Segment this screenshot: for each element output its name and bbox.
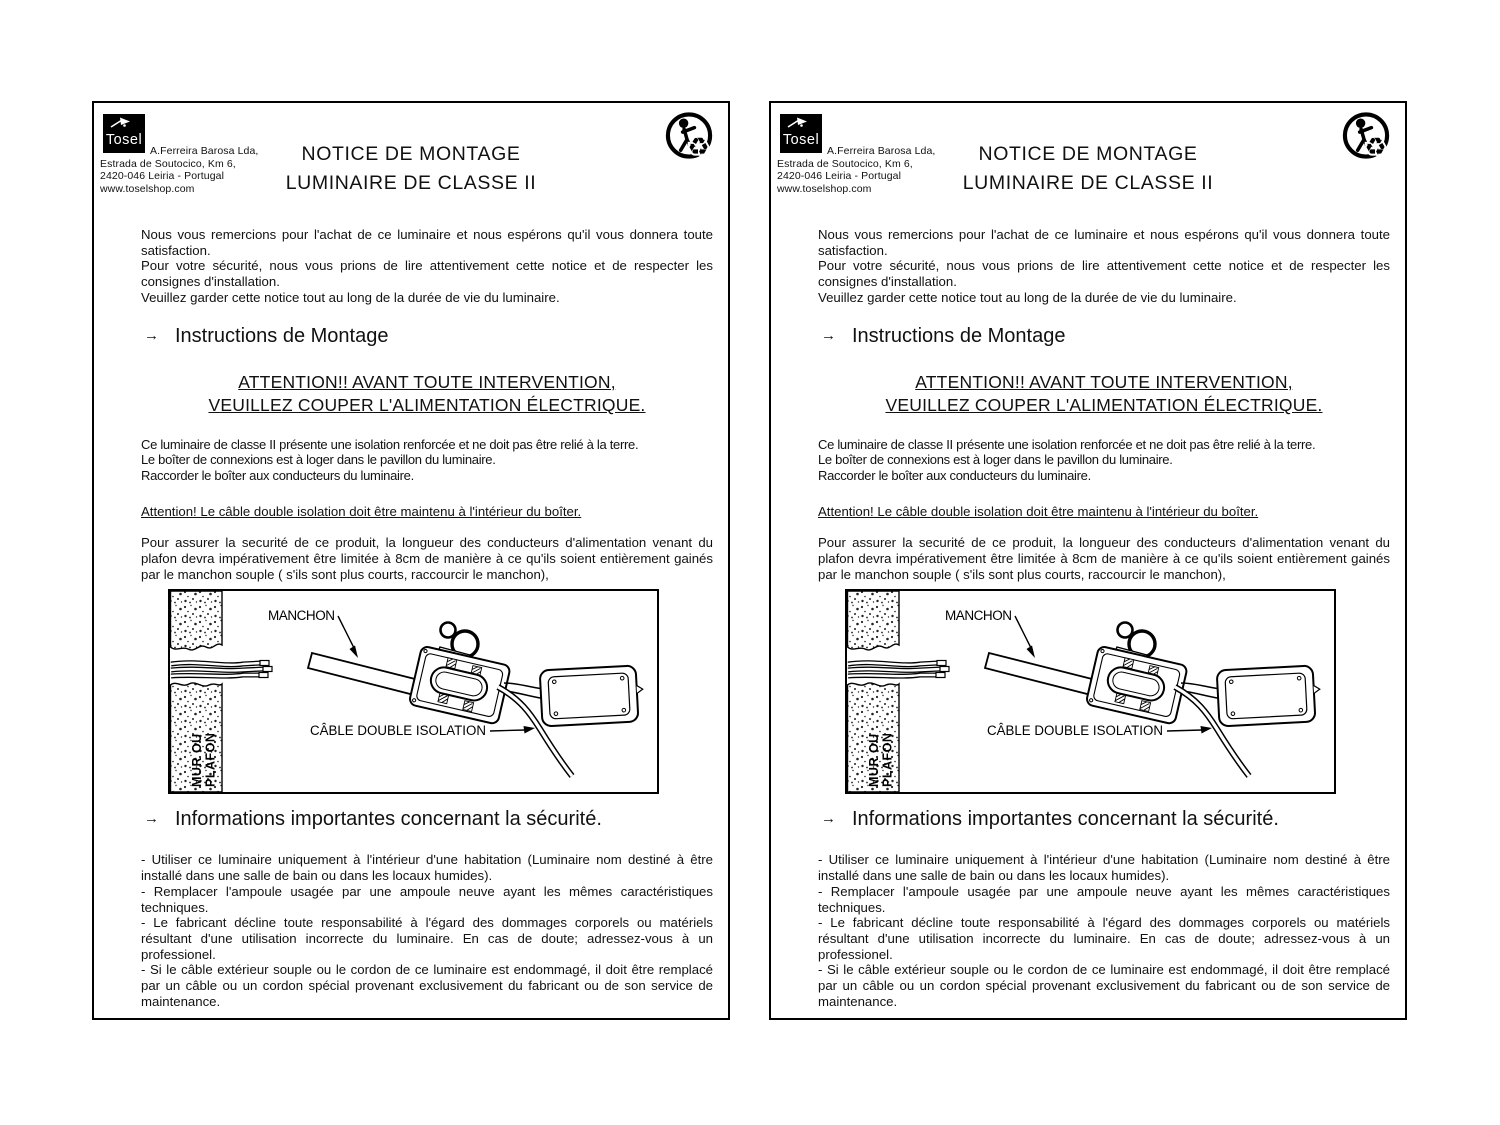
safety-item: - Si le câble extérieur souple ou le cordon de ce luminaire est endommagé, il doit être remplacé par un câble ou un cordon spécial provenant exclusivement du fabricant ou de son service de maintenance. — [141, 962, 713, 1009]
company-line: Estrada de Soutocico, Km 6, — [100, 157, 236, 170]
svg-text:MUR OU PLAFON: MUR OU PLAFON — [867, 733, 895, 788]
intro-block — [141, 227, 713, 306]
cable-warning: Attention! Le câble double isolation doit être maintenu à l'intérieur du boîter. — [141, 503, 582, 519]
cable-warning: Attention! Le câble double isolation doit être maintenu à l'intérieur du boîter. — [818, 503, 1259, 519]
wall-label — [867, 730, 895, 788]
title-line-1: NOTICE DE MONTAGE — [301, 143, 521, 165]
page-title — [154, 140, 668, 198]
safety-list — [141, 852, 713, 1009]
safety-item: - Remplacer l'ampoule usagée par une ampoule neuve ayant les mêmes caractéristiques techniques. — [141, 883, 713, 915]
intro-paragraph: Nous vous remercions pour l'achat de ce luminaire et nous espérons qu'il vous donnera toute satisfaction. — [141, 227, 713, 258]
triman-recycle-icon — [1341, 110, 1392, 161]
safety-item: - Remplacer l'ampoule usagée par une ampoule neuve ayant les mêmes caractéristiques techniques. — [818, 883, 1390, 915]
class2-note-line: Raccorder le boîter aux conducteurs du luminaire. — [141, 467, 414, 483]
sleeve-paragraph: Pour assurer la securité de ce produit, la longueur des conducteurs d'alimentation venant du plafon devra impérativement être limitée à 8cm de manière à ce qu'ils soient entièrement gainés par le manchon souple ( s'ils sont plus courts, raccourcir le manchon), — [818, 535, 1390, 582]
section-heading-securite — [821, 807, 1390, 833]
logo-text: Tosel — [105, 132, 143, 148]
safety-item: - Utiliser ce luminaire uniquement à l'intérieur d'une habitation (Luminaire nom destiné à être installé dans une salle de bain ou dans les locaux humides). — [141, 852, 713, 884]
company-line: 2420-046 Leiria - Portugal — [777, 170, 902, 182]
section-heading-montage — [144, 324, 713, 350]
class2-notes — [141, 437, 713, 484]
svg-text:MUR OU PLAFON: MUR OU PLAFON — [190, 733, 218, 788]
safety-item: - Le fabricant décline toute responsabilité à l'égard des dommages corporels ou matériels résultant d'une utilisation incorrecte du luminaire. En cas de doute; adressez-vous à un professionel. — [818, 915, 1390, 962]
manchon-label: MANCHON — [945, 608, 1012, 624]
page-content — [94, 227, 728, 1009]
section-heading-text: Instructions de Montage — [175, 324, 389, 347]
arrow-bullet-icon: → — [821, 810, 836, 828]
title-line-2: LUMINAIRE DE CLASSE II — [285, 172, 537, 194]
section-heading-text: Informations importantes concernant la sécurité. — [175, 808, 602, 831]
company-line: A.Ferreira Barosa Lda, — [827, 145, 936, 157]
warning-line-2: VEUILLEZ COUPER L'ALIMENTATION ÉLECTRIQUE. — [885, 395, 1323, 416]
warning-line-1: ATTENTION!! AVANT TOUTE INTERVENTION, — [238, 371, 616, 392]
company-line: Estrada de Soutocico, Km 6, — [777, 157, 913, 170]
intro-block — [818, 227, 1390, 306]
intro-paragraph: Pour votre sécurité, nous vous prions de lire attentivement cette notice et de respecter les consignes d'installation. — [818, 258, 1390, 290]
warning-line-2: VEUILLEZ COUPER L'ALIMENTATION ÉLECTRIQUE. — [208, 395, 646, 416]
warning-line-1: ATTENTION!! AVANT TOUTE INTERVENTION, — [915, 371, 1293, 392]
class2-note-line: Ce luminaire de classe II présente une isolation renforcée et ne doit pas être relié à la terre. — [141, 436, 639, 452]
supply-wires — [171, 661, 272, 678]
power-warning-heading — [818, 371, 1390, 418]
class2-note-line: Ce luminaire de classe II présente une isolation renforcée et ne doit pas être relié à la terre. — [818, 436, 1316, 452]
page-title — [831, 140, 1345, 198]
sleeve-paragraph: Pour assurer la securité de ce produit, la longueur des conducteurs d'alimentation venant du plafon devra impérativement être limitée à 8cm de manière à ce qu'ils soient entièrement gainés par le manchon souple ( s'ils sont plus courts, raccourcir le manchon), — [141, 535, 713, 582]
arrow-bullet-icon: → — [821, 326, 836, 344]
safety-item: - Le fabricant décline toute responsabilité à l'égard des dommages corporels ou matériels résultant d'une utilisation incorrecte du luminaire. En cas de doute; adressez-vous à un professionel. — [141, 915, 713, 962]
class2-note-line: Le boîter de connexions est à loger dans le pavillon du luminaire. — [818, 452, 1173, 468]
arrow-bullet-icon: → — [144, 326, 159, 344]
cable-label: CÂBLE DOUBLE ISOLATION — [310, 723, 486, 739]
recycle-arrows-icon: ♻ — [1364, 134, 1387, 161]
page-header — [94, 103, 728, 215]
assembly-diagram — [168, 589, 659, 794]
company-line: www.toselshop.com — [100, 182, 195, 195]
intro-paragraph: Veuillez garder cette notice tout au long de la durée de vie du luminaire. — [818, 289, 1237, 305]
arrow-bullet-icon: → — [144, 810, 159, 828]
manchon-label: MANCHON — [268, 608, 335, 624]
page-content — [771, 227, 1405, 1009]
class2-note-line: Le boîter de connexions est à loger dans le pavillon du luminaire. — [141, 452, 496, 468]
intro-paragraph: Nous vous remercions pour l'achat de ce luminaire et nous espérons qu'il vous donnera toute satisfaction. — [818, 227, 1390, 258]
notice-page-1 — [92, 101, 730, 1020]
safety-item: - Si le câble extérieur souple ou le cordon de ce luminaire est endommagé, il doit être remplacé par un câble ou un cordon spécial provenant exclusivement du fabricant ou de son service de maintenance. — [818, 962, 1390, 1009]
cover-box — [540, 666, 645, 727]
wall-label — [190, 730, 218, 788]
section-heading-text: Instructions de Montage — [852, 324, 1066, 347]
wall-hatch-top — [171, 591, 223, 650]
company-line: A.Ferreira Barosa Lda, — [150, 145, 259, 157]
section-heading-securite — [144, 807, 713, 833]
wall-hatch-top — [848, 591, 900, 650]
class2-notes — [818, 437, 1390, 484]
page-header — [771, 103, 1405, 215]
title-line-2: LUMINAIRE DE CLASSE II — [962, 172, 1214, 194]
company-line: 2420-046 Leiria - Portugal — [100, 170, 225, 182]
assembly-diagram — [845, 589, 1336, 794]
recycle-arrows-icon: ♻ — [687, 134, 710, 161]
safety-list — [818, 852, 1390, 1009]
intro-paragraph: Pour votre sécurité, nous vous prions de lire attentivement cette notice et de respecter les consignes d'installation. — [141, 258, 713, 290]
power-warning-heading — [141, 371, 713, 418]
triman-recycle-icon — [664, 110, 715, 161]
logo-text: Tosel — [782, 132, 820, 148]
title-line-1: NOTICE DE MONTAGE — [978, 143, 1198, 165]
section-heading-montage — [821, 324, 1390, 350]
notice-page-2 — [769, 101, 1407, 1020]
cable-label: CÂBLE DOUBLE ISOLATION — [987, 723, 1163, 739]
section-heading-text: Informations importantes concernant la sécurité. — [852, 808, 1279, 831]
cover-box — [1217, 666, 1322, 727]
intro-paragraph: Veuillez garder cette notice tout au long de la durée de vie du luminaire. — [141, 289, 560, 305]
company-line: www.toselshop.com — [777, 182, 872, 195]
supply-wires — [848, 661, 949, 678]
safety-item: - Utiliser ce luminaire uniquement à l'intérieur d'une habitation (Luminaire nom destiné à être installé dans une salle de bain ou dans les locaux humides). — [818, 852, 1390, 884]
class2-note-line: Raccorder le boîter aux conducteurs du luminaire. — [818, 467, 1091, 483]
